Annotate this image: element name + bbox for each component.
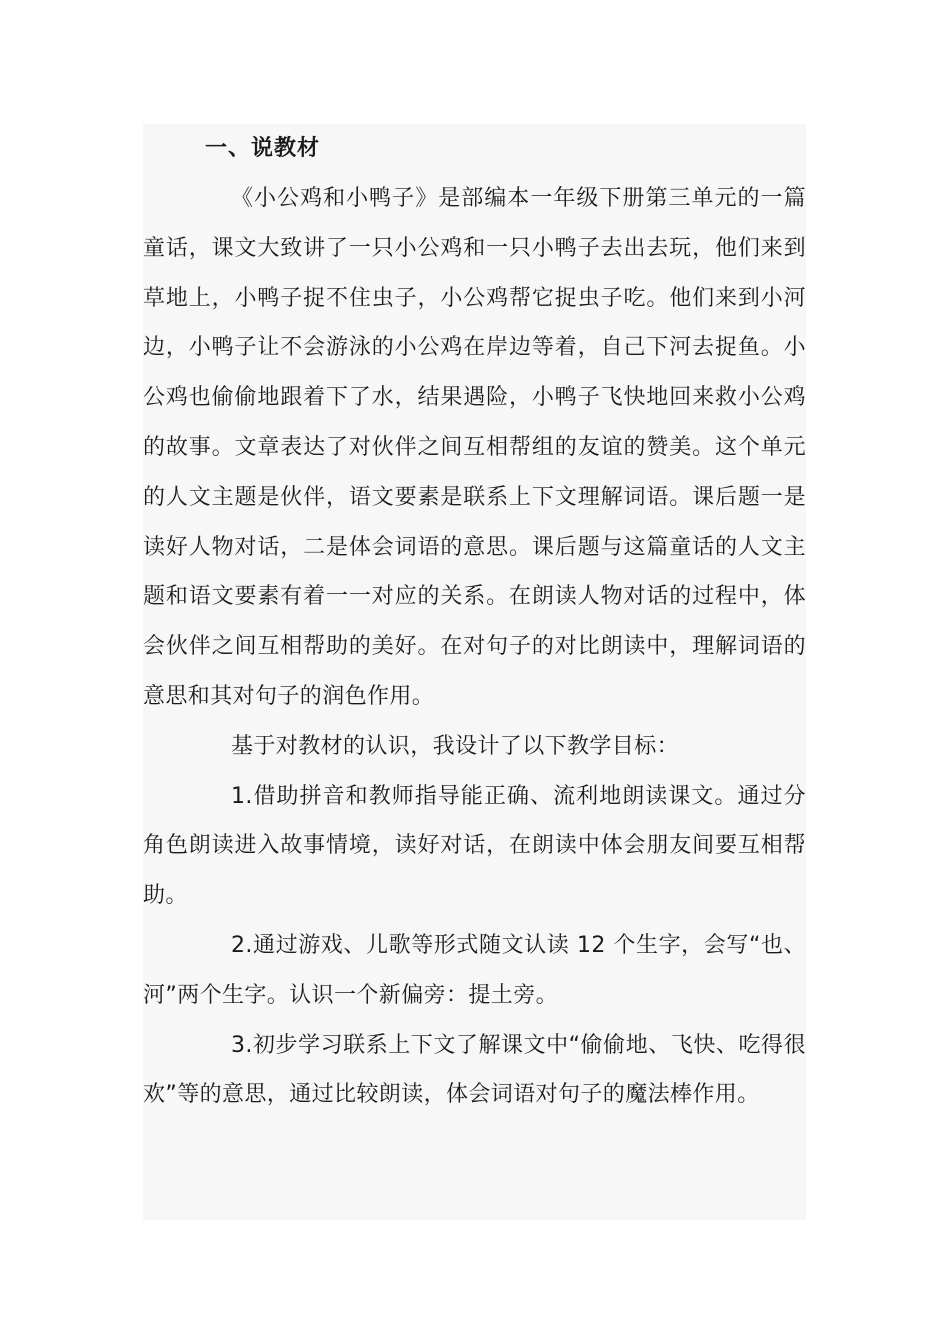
goals-intro-paragraph: 基于对教材的认识，我设计了以下教学目标：: [231, 733, 680, 759]
document-body: [143, 124, 806, 1120]
intro-paragraph: 《小公鸡和小鸭子》是部编本一年级下册第三单元的一篇童话，课文大致讲了一只小公鸡和一只小鸭子去出去玩，他们来到草地上，小鸭子捉不住虫子，小公鸡帮它捉虫子吃。他们来到小河边，小鸭子让不会游泳的小公鸡在岸边等着，自己下河去捉鱼。小公鸡也偷偷地跟着下了水，结果遇险，小鸭子飞快地回来救小公鸡的故事。文章表达了对伙伴之间互相帮组的友谊的赞美。这个单元的人文主题是伙伴，语文要素是联系上下文理解词语。课后题一是读好人物对话，二是体会词语的意思。课后题与这篇童话的人文主题和语文要素有着一一对应的关系。在朗读人物对话的过程中，体会伙伴之间互相帮助的美好。在对句子的对比朗读中，理解词语的意思和其对句子的润色作用。: [143, 186, 806, 709]
goal-item-1: 1.借助拼音和教师指导能正确、流利地朗读课文。通过分角色朗读进入故事情境，读好对话，在朗读中体会朋友间要互相帮助。: [143, 783, 806, 909]
section-heading: 一、说教材: [205, 136, 321, 161]
goal-item-3: 3.初步学习联系上下文了解课文中“偷偷地、飞快、吃得很欢”等的意思，通过比较朗读，体会词语对句子的魔法棒作用。: [143, 1032, 806, 1108]
goal-item-2: 2.通过游戏、儿歌等形式随文认读 12 个生字，会写“也、河”两个生字。认识一个新偏旁：提土旁。: [143, 932, 806, 1008]
